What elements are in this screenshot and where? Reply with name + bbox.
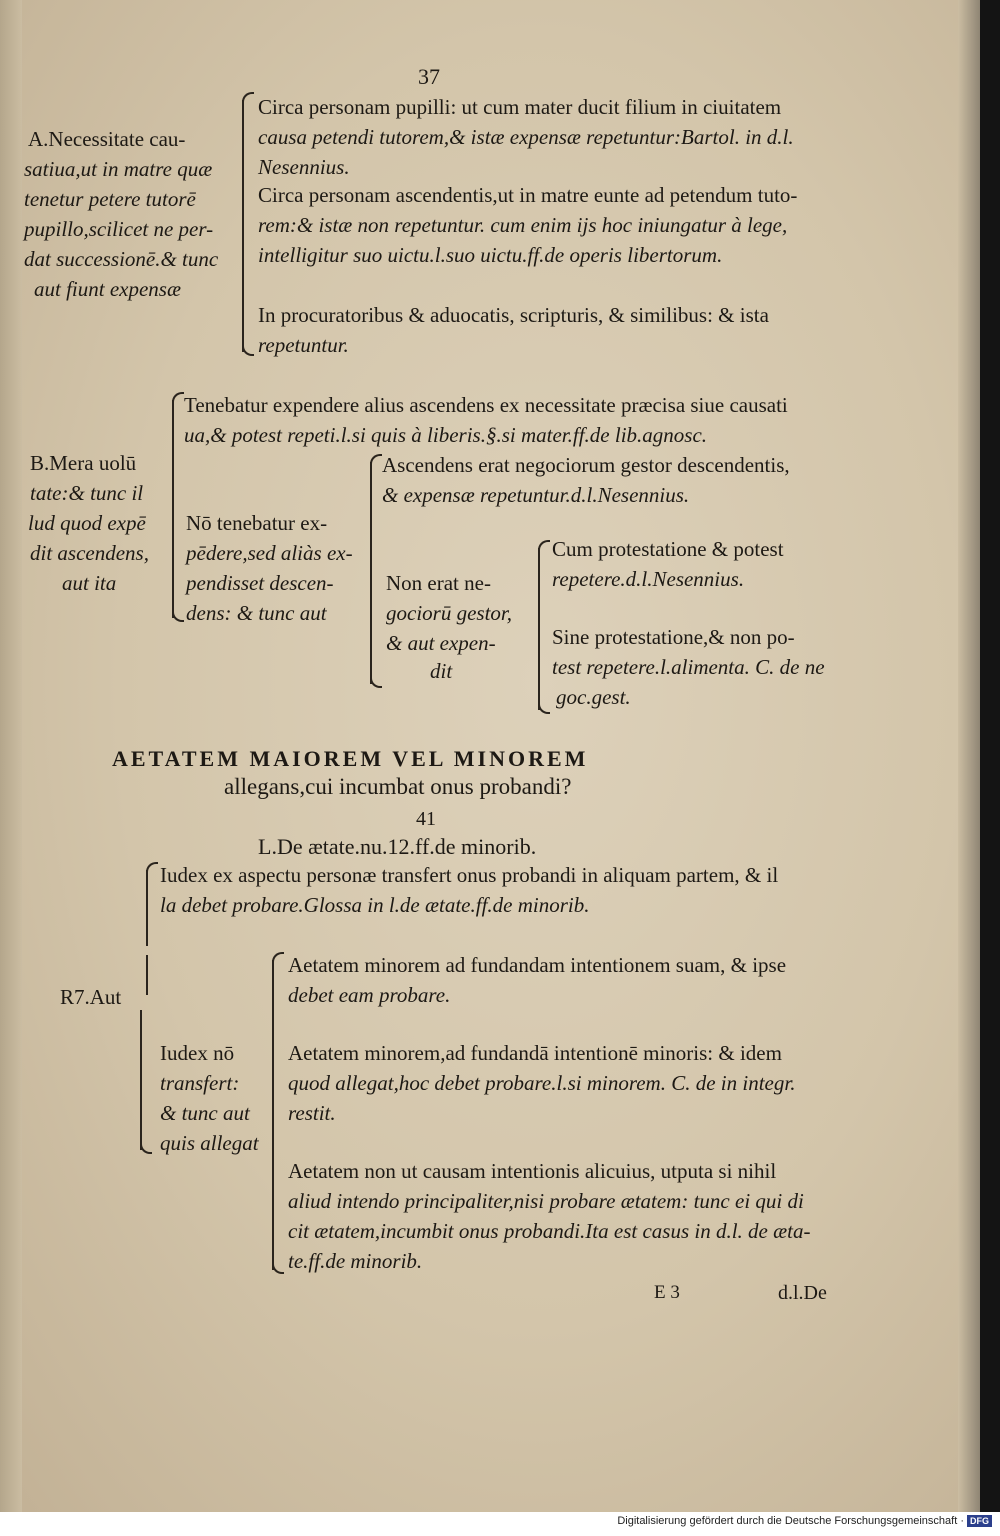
- branch-aetatem-3: Aetatem non ut causam intentionis alicuius, utputa si nihil: [288, 1159, 777, 1183]
- branch-non-tenebatur: Nō tenebatur ex-: [186, 511, 328, 535]
- signature-mark: E 3: [654, 1282, 680, 1303]
- branch-non-erat: Non erat ne-: [386, 571, 491, 595]
- catchword: d.l.De: [778, 1282, 827, 1304]
- bracket-section-one: [242, 100, 244, 352]
- branch-iudex-non: Iudex nō: [160, 1041, 235, 1065]
- branch-iudex-transfert: Iudex ex aspectu personæ transfert onus probandi in aliquam partem, & il: [160, 863, 779, 887]
- branch-cum-protestatione: Cum protestatione & potest: [552, 537, 784, 561]
- bracket-section-three-upper: [146, 870, 148, 946]
- branch-aetatem-2: Aetatem minorem,ad fundandā intentionē minoris: & idem: [288, 1041, 782, 1065]
- heading-allegans: allegans,cui incumbat onus probandi?: [224, 774, 572, 799]
- branch-ascendens-erat: Ascendens erat negociorum gestor descendentis,: [382, 453, 790, 477]
- branch-procuratoribus: In procuratoribus & aduocatis, scripturis, & similibus: & ista: [258, 303, 769, 327]
- bracket-non-tenebatur: [370, 462, 372, 684]
- branch-sine-protestatione: Sine protestatione,& non po-: [552, 625, 795, 649]
- credit-text: Digitalisierung gefördert durch die Deutsche Forschungsgemeinschaft ·: [617, 1515, 964, 1527]
- heading-number: 41: [416, 808, 436, 830]
- label-r: R7.Aut: [60, 985, 122, 1009]
- bracket-section-two: [172, 400, 174, 618]
- label-b: B.Mera uolū: [30, 451, 137, 475]
- heading-citation: L.De ætate.nu.12.ff.de minorib.: [258, 834, 537, 859]
- branch-tenebatur: Tenebatur expendere alius ascendens ex necessitate præcisa siue causati: [184, 393, 788, 417]
- branch-aetatem-1: Aetatem minorem ad fundandam intentionem suam, & ipse: [288, 953, 787, 977]
- digitization-credit: [617, 1515, 992, 1527]
- bracket-non-erat: [538, 548, 540, 710]
- page-edge-shadow: [958, 0, 980, 1512]
- bracket-iudex-non: [272, 960, 274, 1270]
- page-number: 37: [418, 64, 440, 89]
- book-page: 37 A.Necessitate cau- satiua,ut in matre quæ tenetur petere tutorē pupillo,scilicet ne per- dat successionē.& tunc aut fiunt expensæ Circa personam pupilli: ut cum mater ducit filium in ciuitatem causa petendi tutorem,& istæ expensæ repetuntur:Bartol. in d.l. Nesennius. Circa personam ascendentis,ut in matre eunte ad petendum tuto- rem:& istæ non repetuntur. cum enim ijs hoc iniungatur à lege, intelligitur suo uictu.l.suo uictu.ff.de operis libertorum. In procuratoribus & aduocatis, scripturis, & similibus: & ista repetuntur. B.Mera uolū tate:& tunc il lud quod expē dit ascendens, aut ita Tenebatur expendere alius ascendens ex necessitate præcisa siue causati ua,& potest repeti.l.si quis à liberis.§.si mater.ff.de lib.agnosc. Nō tenebatur ex- pēdere,sed aliàs ex- pendisset descen- dens: & tunc aut Ascendens erat negociorum gestor descendentis, & expensæ repetuntur.d.l.Nesennius. Non erat ne- gociorū gestor, & aut expen- dit Cum protestatione & potest repetere.d.l.Nesennius. Sine protestatione,& non po- test repetere.l.alimenta. C. de ne goc.gest. AETATEM MAIOREM VEL MINOREM allegans,cui incumbat onus probandi? 41 L.De ætate.nu.12.ff.de minorib. R7.Aut Iudex ex aspectu personæ transfert onus probandi in aliquam partem, & il la debet probare.Glossa in l.de ætate.ff.de minorib. Iudex nō transfert: & tunc aut quis allegat Aetatem minorem ad fundandam intentionem suam, & ipse debet eam probare. Aetatem minorem,ad fundandā intentionē minoris: & idem quod allegat,hoc debet probare.l.si minorem. C. de in integr. restit. Aetatem non ut causam intentionis alicuius, utputa si nihil aliud intendo principaliter,nisi probare ætatem: tunc ei qui di cit ætatem,incumbit onus probandi.Ita est casus in d.l. de æta- te.ff.de minorib. E 3 d.l.De: [0, 0, 980, 1512]
- branch-ascendentis: Circa personam ascendentis,ut in matre eunte ad petendum tuto-: [258, 183, 798, 207]
- page-spine-shadow: [0, 0, 22, 1512]
- heading-aetatem: AETATEM MAIOREM VEL MINOREM: [112, 746, 589, 771]
- bracket-section-three-lower: [140, 1010, 142, 1150]
- label-a: A.Necessitate cau-: [28, 127, 186, 151]
- branch-pupilli: Circa personam pupilli: ut cum mater ducit filium in ciuitatem: [258, 95, 782, 119]
- dfg-logo-icon: DFG: [967, 1515, 992, 1527]
